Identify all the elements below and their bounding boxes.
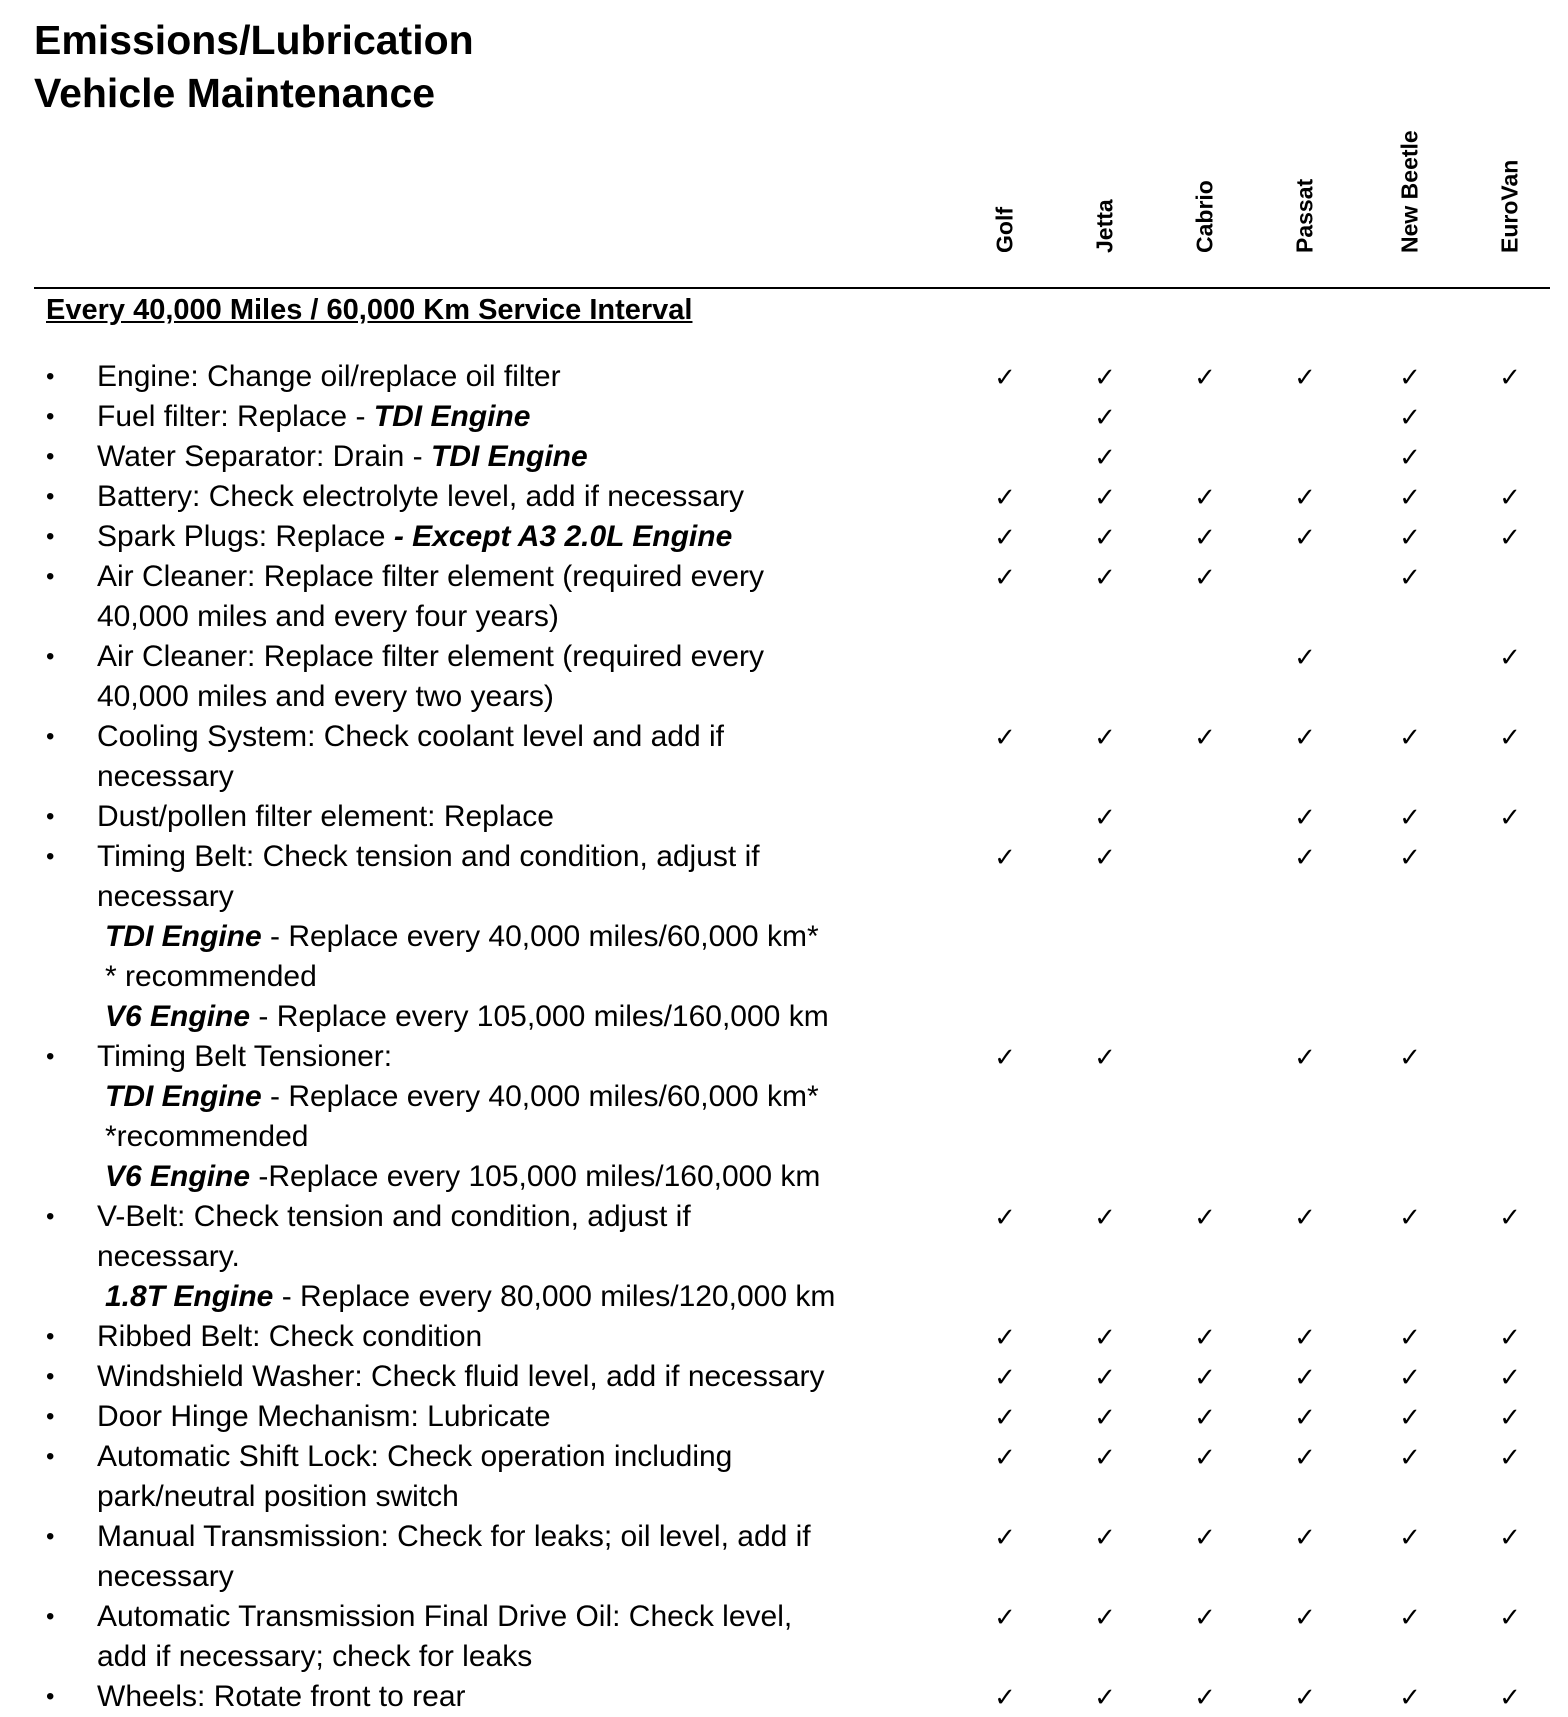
checkmark-icon-cabrio: ✓ bbox=[1194, 1602, 1216, 1632]
checkmark-icon-golf: ✓ bbox=[994, 1202, 1016, 1232]
bullet-icon: • bbox=[46, 403, 55, 430]
checkmark-icon-jetta: ✓ bbox=[1094, 1042, 1116, 1072]
engine-note: TDI Engine bbox=[105, 1080, 262, 1113]
item-segment: 40,000 miles and every two years) bbox=[97, 680, 554, 713]
item-line bbox=[97, 1477, 937, 1517]
bullet-icon: • bbox=[46, 1603, 55, 1630]
item-segment: Ribbed Belt: Check condition bbox=[97, 1320, 483, 1353]
item-segment: Battery: Check electrolyte level, add if necessary bbox=[97, 480, 744, 513]
item-segment: - Replace every 80,000 miles/120,000 km bbox=[273, 1280, 836, 1313]
item-segment: - Replace every 105,000 miles/160,000 km bbox=[250, 1000, 829, 1033]
checkmark-icon-golf: ✓ bbox=[994, 522, 1016, 552]
checkmark-icon-new-beetle: ✓ bbox=[1399, 1602, 1421, 1632]
item-line bbox=[97, 1597, 937, 1637]
item-segment: Dust/pollen filter element: Replace bbox=[97, 800, 554, 833]
item-line bbox=[97, 517, 937, 557]
column-header-jetta: Jetta bbox=[1091, 199, 1118, 253]
checkmark-icon-passat: ✓ bbox=[1294, 1442, 1316, 1472]
item-text bbox=[97, 837, 937, 1037]
item-text bbox=[97, 437, 937, 477]
column-header-eurovan: EuroVan bbox=[1496, 159, 1523, 253]
checkmark-icon-passat: ✓ bbox=[1294, 802, 1316, 832]
item-segment: Door Hinge Mechanism: Lubricate bbox=[97, 1400, 551, 1433]
checkmark-icon-passat: ✓ bbox=[1294, 722, 1316, 752]
item-segment: park/neutral position switch bbox=[97, 1480, 459, 1513]
item-segment: Automatic Transmission Final Drive Oil: Check level, bbox=[97, 1600, 793, 1633]
checkmark-icon-cabrio: ✓ bbox=[1194, 562, 1216, 592]
checkmark-icon-jetta: ✓ bbox=[1094, 1602, 1116, 1632]
checkmark-icon-new-beetle: ✓ bbox=[1399, 1682, 1421, 1712]
item-segment: - Replace every 40,000 miles/60,000 km* bbox=[261, 1080, 819, 1113]
item-line bbox=[97, 1277, 937, 1317]
engine-note: TDI Engine bbox=[373, 400, 531, 433]
checkmark-icon-eurovan: ✓ bbox=[1499, 1682, 1521, 1712]
bullet-icon: • bbox=[46, 1323, 55, 1350]
checkmark-icon-new-beetle: ✓ bbox=[1399, 1322, 1421, 1352]
checkmark-icon-passat: ✓ bbox=[1294, 1362, 1316, 1392]
checkmark-icon-new-beetle: ✓ bbox=[1399, 402, 1421, 432]
checkmark-icon-passat: ✓ bbox=[1294, 842, 1316, 872]
checkmark-icon-jetta: ✓ bbox=[1094, 1682, 1116, 1712]
checkmark-icon-cabrio: ✓ bbox=[1194, 1202, 1216, 1232]
checkmark-icon-eurovan: ✓ bbox=[1499, 1602, 1521, 1632]
document-title bbox=[34, 14, 474, 120]
checkmark-icon-new-beetle: ✓ bbox=[1399, 842, 1421, 872]
item-text bbox=[97, 557, 937, 637]
checkmark-icon-passat: ✓ bbox=[1294, 1042, 1316, 1072]
item-text bbox=[97, 1597, 937, 1677]
list-item bbox=[0, 1437, 1568, 1517]
checkmark-icon-eurovan: ✓ bbox=[1499, 722, 1521, 752]
item-text bbox=[97, 1397, 937, 1437]
checkmark-icon-jetta: ✓ bbox=[1094, 1202, 1116, 1232]
column-header-new-beetle: New Beetle bbox=[1396, 130, 1423, 253]
item-text bbox=[97, 397, 937, 437]
bullet-icon: • bbox=[46, 1363, 55, 1390]
item-line bbox=[97, 1557, 937, 1597]
item-line bbox=[97, 1037, 937, 1077]
checkmark-icon-jetta: ✓ bbox=[1094, 722, 1116, 752]
checkmark-icon-passat: ✓ bbox=[1294, 642, 1316, 672]
checkmark-icon-eurovan: ✓ bbox=[1499, 1202, 1521, 1232]
item-line bbox=[97, 1317, 937, 1357]
bullet-icon: • bbox=[46, 723, 55, 750]
checkmark-icon-golf: ✓ bbox=[994, 1602, 1016, 1632]
bullet-icon: • bbox=[46, 1523, 55, 1550]
item-segment: Windshield Washer: Check fluid level, add if necessary bbox=[97, 1360, 825, 1393]
list-item bbox=[0, 557, 1568, 637]
header-divider bbox=[34, 287, 1550, 289]
item-text bbox=[97, 477, 937, 517]
checkmark-icon-passat: ✓ bbox=[1294, 1522, 1316, 1552]
bullet-icon: • bbox=[46, 443, 55, 470]
item-line bbox=[97, 797, 937, 837]
checkmark-icon-golf: ✓ bbox=[994, 1682, 1016, 1712]
checkmark-icon-eurovan: ✓ bbox=[1499, 1402, 1521, 1432]
checkmark-icon-passat: ✓ bbox=[1294, 1682, 1316, 1712]
item-text bbox=[97, 1197, 937, 1317]
checkmark-icon-cabrio: ✓ bbox=[1194, 1442, 1216, 1472]
list-item bbox=[0, 1597, 1568, 1677]
item-line bbox=[97, 1397, 937, 1437]
item-line bbox=[97, 997, 937, 1037]
list-item bbox=[0, 397, 1568, 437]
item-line bbox=[97, 1197, 937, 1237]
item-line bbox=[97, 557, 937, 597]
checkmark-icon-passat: ✓ bbox=[1294, 1202, 1316, 1232]
item-line bbox=[97, 357, 937, 397]
checkmark-icon-eurovan: ✓ bbox=[1499, 1322, 1521, 1352]
list-item bbox=[0, 1197, 1568, 1317]
checkmark-icon-new-beetle: ✓ bbox=[1399, 562, 1421, 592]
list-item bbox=[0, 517, 1568, 557]
item-line bbox=[97, 917, 937, 957]
checkmark-icon-cabrio: ✓ bbox=[1194, 1682, 1216, 1712]
checkmark-icon-cabrio: ✓ bbox=[1194, 1402, 1216, 1432]
checkmark-icon-jetta: ✓ bbox=[1094, 482, 1116, 512]
item-text bbox=[97, 717, 937, 797]
checkmark-icon-eurovan: ✓ bbox=[1499, 522, 1521, 552]
item-segment: Air Cleaner: Replace filter element (required every bbox=[97, 560, 764, 593]
engine-note: V6 Engine bbox=[105, 1000, 251, 1033]
checkmark-icon-new-beetle: ✓ bbox=[1399, 1522, 1421, 1552]
checkmark-icon-jetta: ✓ bbox=[1094, 402, 1116, 432]
item-segment: necessary bbox=[97, 1560, 234, 1593]
bullet-icon: • bbox=[46, 1043, 55, 1070]
item-segment: *recommended bbox=[105, 1120, 309, 1153]
engine-note: V6 Engine bbox=[105, 1160, 251, 1193]
checkmark-icon-golf: ✓ bbox=[994, 1402, 1016, 1432]
list-item bbox=[0, 637, 1568, 717]
checkmark-icon-jetta: ✓ bbox=[1094, 842, 1116, 872]
bullet-icon: • bbox=[46, 563, 55, 590]
checkmark-icon-eurovan: ✓ bbox=[1499, 1522, 1521, 1552]
item-segment: - Replace every 40,000 miles/60,000 km* bbox=[261, 920, 819, 953]
item-text bbox=[97, 1517, 937, 1597]
list-item bbox=[0, 1037, 1568, 1197]
item-segment: necessary bbox=[97, 760, 234, 793]
checkmark-icon-eurovan: ✓ bbox=[1499, 802, 1521, 832]
item-text bbox=[97, 1437, 937, 1517]
item-line bbox=[97, 397, 937, 437]
item-segment: Water Separator: Drain - bbox=[97, 440, 431, 473]
checkmark-icon-cabrio: ✓ bbox=[1194, 482, 1216, 512]
item-text bbox=[97, 797, 937, 837]
checkmark-icon-jetta: ✓ bbox=[1094, 1362, 1116, 1392]
checkmark-icon-cabrio: ✓ bbox=[1194, 1362, 1216, 1392]
bullet-icon: • bbox=[46, 363, 55, 390]
item-line bbox=[97, 1077, 937, 1117]
item-text bbox=[97, 637, 937, 717]
checkmark-icon-golf: ✓ bbox=[994, 1322, 1016, 1352]
checkmark-icon-new-beetle: ✓ bbox=[1399, 522, 1421, 552]
checkmark-icon-new-beetle: ✓ bbox=[1399, 442, 1421, 472]
item-line bbox=[97, 597, 937, 637]
item-segment: Automatic Shift Lock: Check operation including bbox=[97, 1440, 733, 1473]
checkmark-icon-jetta: ✓ bbox=[1094, 1442, 1116, 1472]
checkmark-icon-jetta: ✓ bbox=[1094, 802, 1116, 832]
item-segment: necessary bbox=[97, 880, 234, 913]
item-segment: necessary. bbox=[97, 1240, 240, 1273]
item-line bbox=[97, 637, 937, 677]
item-text bbox=[97, 1357, 937, 1397]
column-header-cabrio: Cabrio bbox=[1191, 180, 1218, 253]
item-text bbox=[97, 1317, 937, 1357]
list-item bbox=[0, 1357, 1568, 1397]
checkmark-icon-jetta: ✓ bbox=[1094, 562, 1116, 592]
checkmark-icon-cabrio: ✓ bbox=[1194, 362, 1216, 392]
list-item bbox=[0, 837, 1568, 1037]
title-line-1: Emissions/Lubrication bbox=[34, 17, 474, 63]
checkmark-icon-new-beetle: ✓ bbox=[1399, 1362, 1421, 1392]
checkmark-icon-cabrio: ✓ bbox=[1194, 1522, 1216, 1552]
item-line bbox=[97, 1437, 937, 1477]
bullet-icon: • bbox=[46, 1203, 55, 1230]
checkmark-icon-golf: ✓ bbox=[994, 562, 1016, 592]
item-text bbox=[97, 1677, 937, 1717]
item-line bbox=[97, 1157, 937, 1197]
item-segment: 40,000 miles and every four years) bbox=[97, 600, 559, 633]
column-header-passat: Passat bbox=[1291, 178, 1318, 253]
bullet-icon: • bbox=[46, 843, 55, 870]
checkmark-icon-passat: ✓ bbox=[1294, 522, 1316, 552]
checkmark-icon-new-beetle: ✓ bbox=[1399, 722, 1421, 752]
item-line bbox=[97, 957, 937, 997]
checkmark-icon-cabrio: ✓ bbox=[1194, 1322, 1216, 1352]
item-line bbox=[97, 1637, 937, 1677]
checkmark-icon-new-beetle: ✓ bbox=[1399, 1042, 1421, 1072]
checkmark-icon-golf: ✓ bbox=[994, 1522, 1016, 1552]
checkmark-icon-golf: ✓ bbox=[994, 1442, 1016, 1472]
list-item bbox=[0, 477, 1568, 517]
item-line bbox=[97, 717, 937, 757]
item-line bbox=[97, 677, 937, 717]
bullet-icon: • bbox=[46, 643, 55, 670]
checkmark-icon-cabrio: ✓ bbox=[1194, 522, 1216, 552]
item-segment: Timing Belt: Check tension and condition, adjust if bbox=[97, 840, 760, 873]
engine-note: TDI Engine bbox=[431, 440, 588, 473]
checkmark-icon-new-beetle: ✓ bbox=[1399, 1402, 1421, 1432]
checkmark-icon-jetta: ✓ bbox=[1094, 362, 1116, 392]
checkmark-icon-passat: ✓ bbox=[1294, 1602, 1316, 1632]
checkmark-icon-cabrio: ✓ bbox=[1194, 722, 1216, 752]
item-segment: Air Cleaner: Replace filter element (required every bbox=[97, 640, 764, 673]
item-segment: Cooling System: Check coolant level and add if bbox=[97, 720, 725, 753]
list-item bbox=[0, 1677, 1568, 1717]
item-segment: Wheels: Rotate front to rear bbox=[97, 1680, 466, 1713]
checkmark-icon-golf: ✓ bbox=[994, 1042, 1016, 1072]
checkmark-icon-passat: ✓ bbox=[1294, 1322, 1316, 1352]
item-line bbox=[97, 477, 937, 517]
maintenance-list bbox=[0, 357, 1568, 1717]
list-item bbox=[0, 1517, 1568, 1597]
list-item bbox=[0, 437, 1568, 477]
item-segment: Engine: Change oil/replace oil filter bbox=[97, 360, 561, 393]
checkmark-icon-passat: ✓ bbox=[1294, 362, 1316, 392]
list-item bbox=[0, 1397, 1568, 1437]
checkmark-icon-eurovan: ✓ bbox=[1499, 482, 1521, 512]
item-text bbox=[97, 357, 937, 397]
engine-note: - Except A3 2.0L Engine bbox=[393, 520, 733, 553]
item-line bbox=[97, 877, 937, 917]
item-segment: Timing Belt Tensioner: bbox=[97, 1040, 393, 1073]
checkmark-icon-golf: ✓ bbox=[994, 842, 1016, 872]
item-segment: Spark Plugs: Replace bbox=[97, 520, 394, 553]
item-line bbox=[97, 1237, 937, 1277]
checkmark-icon-passat: ✓ bbox=[1294, 482, 1316, 512]
item-line bbox=[97, 1117, 937, 1157]
checkmark-icon-jetta: ✓ bbox=[1094, 1402, 1116, 1432]
checkmark-icon-eurovan: ✓ bbox=[1499, 1362, 1521, 1392]
item-line bbox=[97, 1677, 937, 1717]
checkmark-icon-eurovan: ✓ bbox=[1499, 642, 1521, 672]
item-line bbox=[97, 437, 937, 477]
item-line bbox=[97, 1517, 937, 1557]
checkmark-icon-golf: ✓ bbox=[994, 362, 1016, 392]
list-item bbox=[0, 1317, 1568, 1357]
engine-note: TDI Engine bbox=[105, 920, 262, 953]
checkmark-icon-jetta: ✓ bbox=[1094, 1322, 1116, 1352]
checkmark-icon-new-beetle: ✓ bbox=[1399, 362, 1421, 392]
bullet-icon: • bbox=[46, 1683, 55, 1710]
item-line bbox=[97, 837, 937, 877]
checkmark-icon-eurovan: ✓ bbox=[1499, 362, 1521, 392]
item-line bbox=[97, 1357, 937, 1397]
bullet-icon: • bbox=[46, 523, 55, 550]
checkmark-icon-new-beetle: ✓ bbox=[1399, 1202, 1421, 1232]
item-segment: Fuel filter: Replace - bbox=[97, 400, 374, 433]
checkmark-icon-jetta: ✓ bbox=[1094, 522, 1116, 552]
checkmark-icon-passat: ✓ bbox=[1294, 1402, 1316, 1432]
checkmark-icon-eurovan: ✓ bbox=[1499, 1442, 1521, 1472]
bullet-icon: • bbox=[46, 483, 55, 510]
checkmark-icon-golf: ✓ bbox=[994, 1362, 1016, 1392]
item-segment: -Replace every 105,000 miles/160,000 km bbox=[250, 1160, 821, 1193]
title-line-2: Vehicle Maintenance bbox=[34, 70, 436, 116]
column-header-golf: Golf bbox=[991, 207, 1018, 253]
list-item bbox=[0, 797, 1568, 837]
list-item bbox=[0, 717, 1568, 797]
checkmark-icon-jetta: ✓ bbox=[1094, 442, 1116, 472]
engine-note: 1.8T Engine bbox=[105, 1280, 274, 1313]
checkmark-icon-jetta: ✓ bbox=[1094, 1522, 1116, 1552]
bullet-icon: • bbox=[46, 1403, 55, 1430]
bullet-icon: • bbox=[46, 1443, 55, 1470]
checkmark-icon-new-beetle: ✓ bbox=[1399, 1442, 1421, 1472]
bullet-icon: • bbox=[46, 803, 55, 830]
checkmark-icon-new-beetle: ✓ bbox=[1399, 482, 1421, 512]
section-heading: Every 40,000 Miles / 60,000 Km Service Interval bbox=[46, 294, 693, 326]
checkmark-icon-golf: ✓ bbox=[994, 722, 1016, 752]
item-segment: V-Belt: Check tension and condition, adjust if bbox=[97, 1200, 691, 1233]
checkmark-icon-new-beetle: ✓ bbox=[1399, 802, 1421, 832]
item-segment: add if necessary; check for leaks bbox=[97, 1640, 533, 1673]
item-segment: * recommended bbox=[105, 960, 317, 993]
list-item bbox=[0, 357, 1568, 397]
item-line bbox=[97, 757, 937, 797]
checkmark-icon-golf: ✓ bbox=[994, 482, 1016, 512]
item-text bbox=[97, 517, 937, 557]
item-text bbox=[97, 1037, 937, 1197]
item-segment: Manual Transmission: Check for leaks; oil level, add if bbox=[97, 1520, 811, 1553]
